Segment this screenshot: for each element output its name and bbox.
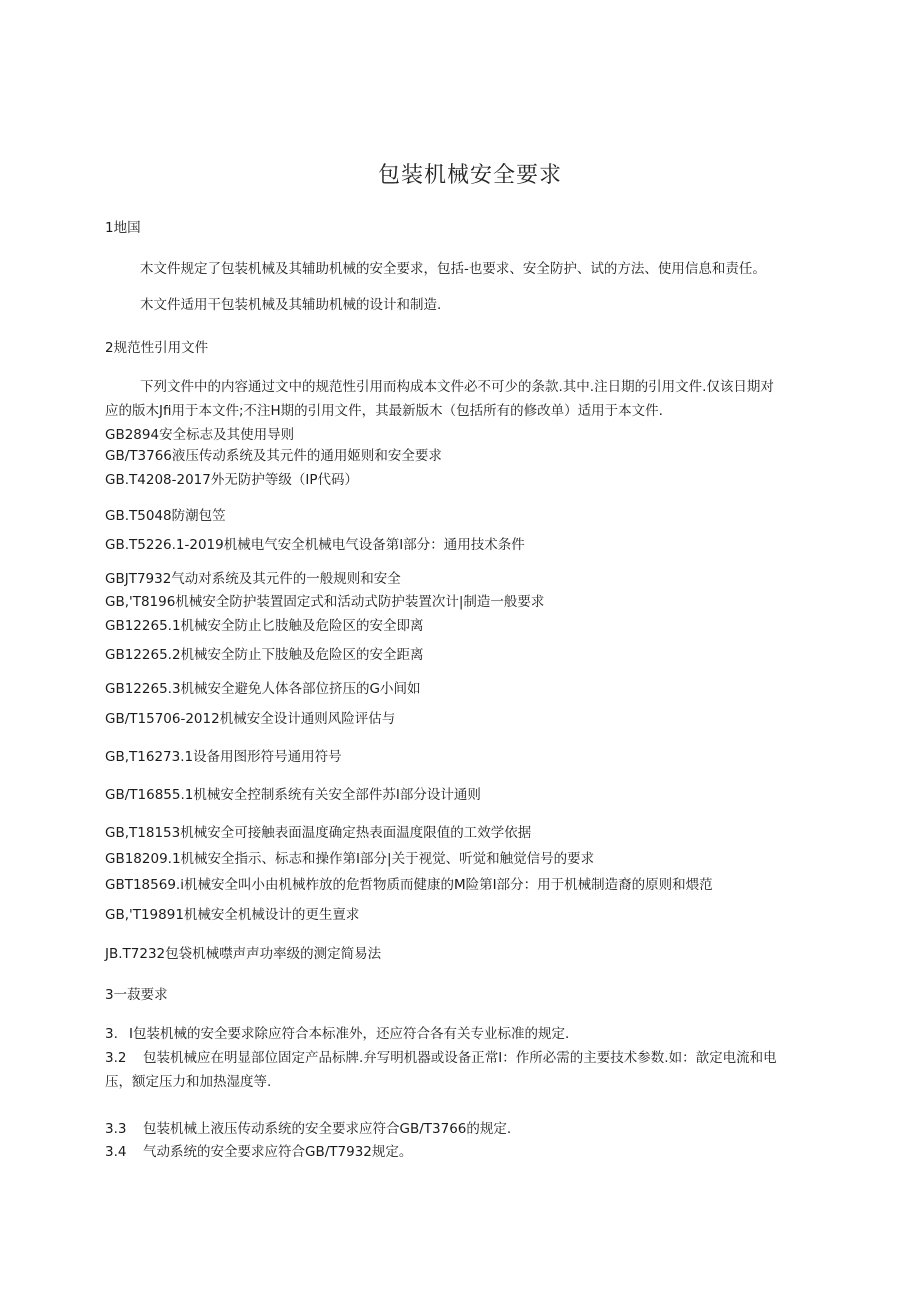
reference-item: GB12265.3机械安全避免人体各部位挤压的G小间如 [105,681,421,697]
section-2-heading: 2规范性引用文件 [105,340,209,356]
section-2-intro-line-2: 应的版木Jfi用于本文件;不注H期的引用文件，其最新版木（包括所有的修改单）适用于本文件. [105,403,663,419]
reference-item: GB/T15706-2012机械安全设计通则风险评估与 [105,711,396,727]
clause-text: 包装机械应在明显部位固定产品标牌.弁写明机器或设备正常I：作所必需的主要技术参数.如：歆定电流和电 [143,1050,777,1066]
clause-number: 3.2 [105,1050,127,1066]
reference-item: GB,T16273.1设备用图形符号通用符号 [105,749,342,765]
reference-item: GB2894安全标志及其使用导则 [105,427,295,443]
clause-text-continued: 压，额定压力和加热湿度等. [105,1074,272,1090]
section-2-intro-line-1: 下列文件中的内容通过文中的规范性引用而构成本文件必不可少的条款.其中.注日期的引用文件.仅该日期对 [140,379,774,395]
document-title: 包装机械安全要求 [377,163,562,188]
reference-item: JB.T7232包袋机械噤声声功率级的测定简易法 [105,946,382,962]
reference-item: GBT18569.i机械安全叫小由机械柞放的危哲物质而健康的M险第I部分：用于机械制造裔的原则和煨范 [105,877,713,893]
reference-item: GB.T4208-2017外无防护等级（IP代码） [105,472,358,488]
reference-item: GB,'T19891机械安全机械设计的更生亶求 [105,907,360,923]
reference-item: GB12265.2机械安全防止下肢触及危险区的安全距离 [105,647,424,663]
reference-item: GB12265.1机械安全防止匕肢触及危险区的安全即离 [105,618,424,634]
reference-item: GBJT7932气动对系统及其元件的一般规则和安全 [105,571,401,587]
clause-text: 气动系统的安全要求应符合GB/T7932规定。 [143,1144,413,1160]
reference-item: GB/T3766液压传动系统及其元件的通用姬则和安全要求 [105,448,442,464]
reference-item: GB,T18153机械安全可接触表面温度确定热表面温度限值的工效学依据 [105,825,532,841]
section-1-paragraph-2: 木文件适用干包装机械及其辅助机械的设计和制造. [140,297,442,313]
clause-number: 3.4 [105,1144,127,1160]
reference-item: GB,'T8196机械安全防护装置固定式和活动式防护装置次计|制造一般要求 [105,594,545,610]
section-1-heading: 1地国 [105,220,141,236]
clause-number: 3. [105,1026,118,1042]
section-3-heading: 3一菽要求 [105,987,168,1003]
section-1-paragraph-1: 木文件规定了包装机械及其辅助机械的安全要求，包括-也要求、安全防护、试的方法、使用信息和责任。 [140,261,766,277]
clause-number: 3.3 [105,1121,127,1137]
reference-item: GB18209.1机械安全指示、标志和操作第I部分|关于视觉、听觉和触觉信号的要求 [105,851,595,867]
clause-text: 包装机械上液压传动系统的安全要求应符合GB/T3766的规定. [143,1121,512,1137]
clause-text: I包装机械的安全要求除应符合本标准外，还应符合各有关专业标准的规定. [129,1026,570,1042]
reference-item: GB.T5048防潮包笠 [105,508,226,524]
reference-item: GB/T16855.1机械安全控制系统有关安全部件苏I部分设计通则 [105,787,481,803]
reference-item: GB.T5226.1-2019机械电气安全机械电气设备第I部分：通用技术条件 [105,537,525,553]
